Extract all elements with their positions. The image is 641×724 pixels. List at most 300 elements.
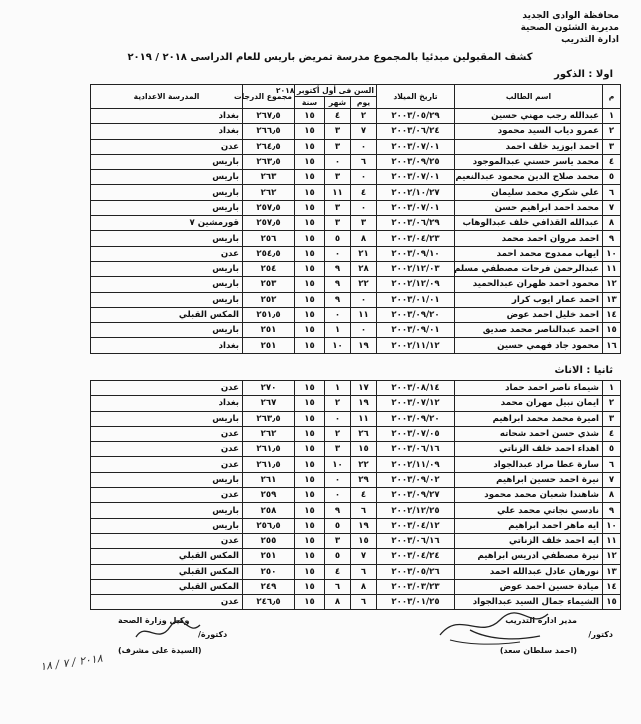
prep-school: باريس [91, 200, 243, 215]
training-director-prefix: دكتور/ [588, 630, 613, 639]
birth-date: ٢٠٠٢/١٢/٠٣ [377, 261, 455, 276]
table-row [91, 457, 621, 472]
row-number: ١٠ [603, 246, 621, 261]
prep-school: عدن [91, 595, 243, 610]
age-years: ١٥ [295, 533, 325, 548]
age-days: ٢٦ [351, 426, 377, 441]
prep-school: عدن [91, 457, 243, 472]
student-name: عبدالله القذافي خلف عبدالوهاب [455, 216, 603, 231]
director-signature [430, 600, 560, 650]
total-score: ٢٥١ [243, 549, 295, 564]
total-score: ٢٥٣ [243, 277, 295, 292]
prep-school: باريس [91, 154, 243, 169]
age-years: ١٥ [295, 381, 325, 396]
age-months: ٣ [325, 124, 351, 139]
student-name: نورهان عادل عبدالله احمد [455, 564, 603, 579]
birth-date: ٢٠٠٣/٠٦/٢٤ [377, 124, 455, 139]
prep-school: عدن [91, 488, 243, 503]
age-days: ٨ [351, 231, 377, 246]
row-number: ٥ [603, 442, 621, 457]
table-row [91, 518, 621, 533]
age-days: ٠ [351, 139, 377, 154]
row-number: ١٤ [603, 307, 621, 322]
age-months: ٠ [325, 488, 351, 503]
age-years: ١٥ [295, 411, 325, 426]
age-months: ١٠ [325, 338, 351, 353]
total-score: ٢٥٨ [243, 503, 295, 518]
col-name: اسم الطالب [455, 85, 603, 109]
row-number: ١٣ [603, 564, 621, 579]
birth-date: ٢٠٠٣/٠٧/٠١ [377, 170, 455, 185]
total-score: ٢٥١٫٥ [243, 307, 295, 322]
age-months: ٠ [325, 246, 351, 261]
age-months: ٤ [325, 109, 351, 124]
age-months: ١٠ [325, 457, 351, 472]
age-years: ١٥ [295, 109, 325, 124]
prep-school: عدن [91, 533, 243, 548]
birth-date: ٢٠٠٣/٠٥/٢٩ [377, 109, 455, 124]
females-heading: ثانيا : الاناث [554, 365, 613, 376]
table-row [91, 246, 621, 261]
prep-school: باريس [91, 292, 243, 307]
col-num: م [603, 85, 621, 109]
row-number: ٦ [603, 457, 621, 472]
age-months: ٢ [325, 426, 351, 441]
birth-date: ٢٠٠٣/٠٩/٢٥ [377, 154, 455, 169]
undersecretary-title: وكيل وزارة الصحة [118, 616, 190, 625]
age-days: ٢١ [351, 246, 377, 261]
birth-date: ٢٠٠٢/١٢/٢٥ [377, 503, 455, 518]
age-years: ١٥ [295, 261, 325, 276]
undersecretary-prefix: دكتورة/ [198, 630, 228, 639]
birth-date: ٢٠٠٣/٠٩/٠٢ [377, 472, 455, 487]
student-name: احمد خليل احمد عوض [455, 307, 603, 322]
birth-date: ٢٠٠٣/٠٣/٢٣ [377, 579, 455, 594]
total-score: ٢٥٠ [243, 564, 295, 579]
age-months: ٩ [325, 261, 351, 276]
prep-school: المكس القبلي [91, 549, 243, 564]
age-years: ١٥ [295, 338, 325, 353]
age-days: ٦ [351, 503, 377, 518]
age-years: ١٥ [295, 323, 325, 338]
student-name: نيرة احمد حسين ابراهيم [455, 472, 603, 487]
prep-school: باريس [91, 170, 243, 185]
table-row [91, 307, 621, 322]
birth-date: ٢٠٠٣/٠٦/١٦ [377, 533, 455, 548]
age-days: ٠ [351, 200, 377, 215]
total-score: ٢٦٣٫٥ [243, 154, 295, 169]
age-years: ١٥ [295, 154, 325, 169]
prep-school: باريس [91, 472, 243, 487]
age-years: ١٥ [295, 170, 325, 185]
student-name: شذي حسن احمد شحاته [455, 426, 603, 441]
prep-school: بغداد [91, 124, 243, 139]
row-number: ٥ [603, 170, 621, 185]
prep-school: المكس القبلي [91, 579, 243, 594]
birth-date: ٢٠٠٣/٠٤/٢٣ [377, 231, 455, 246]
age-years: ١٥ [295, 396, 325, 411]
table-row [91, 533, 621, 548]
student-name: محمود احمد ظهران عبدالحميد [455, 277, 603, 292]
prep-school: المكس القبلي [91, 307, 243, 322]
prep-school: باريس [91, 323, 243, 338]
row-number: ١٤ [603, 579, 621, 594]
row-number: ٢ [603, 124, 621, 139]
prep-school: بغداد [91, 109, 243, 124]
age-months: ٠ [325, 154, 351, 169]
table-row [91, 231, 621, 246]
row-number: ٤ [603, 154, 621, 169]
department-line: ادارة التدريب [561, 35, 619, 45]
males-table [90, 84, 621, 354]
col-age-group: السن فى أول أكتوبر ٢٠١٨ [295, 85, 377, 97]
age-days: ٠ [351, 292, 377, 307]
row-number: ٣ [603, 411, 621, 426]
age-days: ٤ [351, 488, 377, 503]
row-number: ١٢ [603, 549, 621, 564]
age-months: ٦ [325, 579, 351, 594]
authority-header [521, 10, 619, 46]
age-months: ١ [325, 323, 351, 338]
total-score: ٢٤٦٫٥ [243, 595, 295, 610]
table-row [91, 442, 621, 457]
age-months: ٣ [325, 216, 351, 231]
row-number: ١١ [603, 533, 621, 548]
age-months: ٣ [325, 200, 351, 215]
age-years: ١٥ [295, 216, 325, 231]
age-months: ٩ [325, 292, 351, 307]
prep-school: المكس القبلي [91, 564, 243, 579]
birth-date: ٢٠٠٣/٠٥/٢٦ [377, 564, 455, 579]
student-name: احمد عبدالناصر محمد صديق [455, 323, 603, 338]
row-number: ١١ [603, 261, 621, 276]
page-title: كشف المقبولين مبدئيا بالمجموع مدرسة تمريض باريس للعام الدراسى ٢٠١٨ / ٢٠١٩ [127, 52, 533, 63]
training-director-title: مدير ادارة التدريب [505, 616, 577, 625]
age-days: ٣ [351, 216, 377, 231]
row-number: ١٠ [603, 518, 621, 533]
col-dob: تاريخ الميلاد [377, 85, 455, 109]
total-score: ٢٦٣٫٥ [243, 411, 295, 426]
age-days: ١١ [351, 307, 377, 322]
row-number: ٨ [603, 488, 621, 503]
col-age-month: شهر [325, 97, 351, 109]
age-years: ١٥ [295, 231, 325, 246]
table-row [91, 564, 621, 579]
student-name: احمد عمار ايوب كرار [455, 292, 603, 307]
total-score: ٢٦١ [243, 472, 295, 487]
birth-date: ٢٠٠٣/٠٩/٢٠ [377, 307, 455, 322]
prep-school: بغداد [91, 338, 243, 353]
age-months: ٣ [325, 533, 351, 548]
total-score: ٢٥٧٫٥ [243, 200, 295, 215]
birth-date: ٢٠٠٣/٠٧/٠١ [377, 200, 455, 215]
row-number: ٢ [603, 396, 621, 411]
age-days: ١٧ [351, 381, 377, 396]
table-row [91, 185, 621, 200]
col-age-year: سنة [295, 97, 325, 109]
table-row [91, 381, 621, 396]
table-row [91, 472, 621, 487]
table-row [91, 292, 621, 307]
total-score: ٢٤٩ [243, 579, 295, 594]
birth-date: ٢٠٠٣/٠١/٠١ [377, 292, 455, 307]
col-total: مجموع الدرجات [243, 85, 295, 109]
age-years: ١٥ [295, 472, 325, 487]
row-number: ٩ [603, 503, 621, 518]
handwritten-date: ٢٠١٨ / ٧ / ١٨ [39, 651, 104, 674]
student-name: محمد صلاح الدين محمود عبدالنعيم [455, 170, 603, 185]
row-number: ٩ [603, 231, 621, 246]
age-months: ٩ [325, 503, 351, 518]
age-months: ٣ [325, 442, 351, 457]
total-score: ٢٦١٫٥ [243, 442, 295, 457]
age-years: ١٥ [295, 277, 325, 292]
age-days: ١٩ [351, 338, 377, 353]
table-row [91, 170, 621, 185]
birth-date: ٢٠٠٣/٠٩/٢٧ [377, 488, 455, 503]
table-row [91, 503, 621, 518]
row-number: ٨ [603, 216, 621, 231]
age-years: ١٥ [295, 549, 325, 564]
prep-school: بغداد [91, 396, 243, 411]
total-score: ٢٥٧٫٥ [243, 216, 295, 231]
age-years: ١٥ [295, 185, 325, 200]
row-number: ١ [603, 381, 621, 396]
age-days: ٢ [351, 109, 377, 124]
age-years: ١٥ [295, 564, 325, 579]
governorate-line: محافظة الوادى الجديد [522, 11, 619, 21]
age-years: ١٥ [295, 246, 325, 261]
student-name: عبدالرحمن فرحات مصطفي مسلم [455, 261, 603, 276]
total-score: ٢٧٠ [243, 381, 295, 396]
table-row [91, 488, 621, 503]
age-days: ١٩ [351, 518, 377, 533]
table-row [91, 277, 621, 292]
age-months: ٩ [325, 277, 351, 292]
age-months: ٨ [325, 595, 351, 610]
birth-date: ٢٠٠٣/٠٦/٢٩ [377, 216, 455, 231]
student-name: ايه احمد خلف الزناتي [455, 533, 603, 548]
table-row [91, 109, 621, 124]
males-heading: اولا : الذكور [554, 69, 613, 80]
prep-school: باريس [91, 518, 243, 533]
total-score: ٢٦٧٫٥ [243, 109, 295, 124]
age-months: ٠ [325, 472, 351, 487]
age-years: ١٥ [295, 307, 325, 322]
total-score: ٢٥٤ [243, 261, 295, 276]
birth-date: ٢٠٠٣/٠٤/٢٤ [377, 549, 455, 564]
student-name: نيرة مصطفي ادريس ابراهيم [455, 549, 603, 564]
age-months: ٢ [325, 396, 351, 411]
birth-date: ٢٠٠٣/٠٧/٠٥ [377, 426, 455, 441]
birth-date: ٢٠٠٢/١١/١٢ [377, 338, 455, 353]
birth-date: ٢٠٠٣/٠٩/٠١ [377, 323, 455, 338]
age-years: ١٥ [295, 595, 325, 610]
age-months: ٥ [325, 549, 351, 564]
row-number: ١٣ [603, 292, 621, 307]
total-score: ٢٦٣ [243, 170, 295, 185]
row-number: ١٥ [603, 323, 621, 338]
student-name: عمرو دياب السيد محمود [455, 124, 603, 139]
prep-school: قورمشين ٧ [91, 216, 243, 231]
total-score: ٢٦٧ [243, 396, 295, 411]
total-score: ٢٥٤٫٥ [243, 246, 295, 261]
student-name: عبدالله رجب مهني حسين [455, 109, 603, 124]
table-row [91, 426, 621, 441]
student-name: ايه ماهر احمد ابراهيم [455, 518, 603, 533]
age-days: ٢٢ [351, 457, 377, 472]
prep-school: عدن [91, 246, 243, 261]
age-days: ٦ [351, 154, 377, 169]
age-days: ٦ [351, 564, 377, 579]
student-name: ميادة حسين احمد عوض [455, 579, 603, 594]
age-years: ١٥ [295, 503, 325, 518]
prep-school: باريس [91, 231, 243, 246]
table-row [91, 396, 621, 411]
col-age-day: يوم [351, 97, 377, 109]
birth-date: ٢٠٠٣/٠١/٢٥ [377, 595, 455, 610]
table-row [91, 338, 621, 353]
student-name: شيماء ناصر احمد حماد [455, 381, 603, 396]
total-score: ٢٥٢ [243, 292, 295, 307]
age-days: ٢٢ [351, 277, 377, 292]
prep-school: عدن [91, 139, 243, 154]
student-name: اهداء احمد خلف الزناتي [455, 442, 603, 457]
student-name: شاهندا شعبان محمد محمود [455, 488, 603, 503]
student-name: علي شكري محمد سليمان [455, 185, 603, 200]
table-row [91, 139, 621, 154]
age-days: ١٥ [351, 533, 377, 548]
age-years: ١٥ [295, 457, 325, 472]
student-name: نادسي نجاتي محمد علي [455, 503, 603, 518]
age-months: ٥ [325, 231, 351, 246]
age-months: ١ [325, 381, 351, 396]
student-name: احمد مروان احمد محمد [455, 231, 603, 246]
table-row [91, 216, 621, 231]
total-score: ٢٥٦ [243, 231, 295, 246]
row-number: ٧ [603, 200, 621, 215]
total-score: ٢٥٦٫٥ [243, 518, 295, 533]
age-years: ١٥ [295, 518, 325, 533]
row-number: ٧ [603, 472, 621, 487]
total-score: ٢٦٢ [243, 426, 295, 441]
row-number: ٦ [603, 185, 621, 200]
table-row [91, 549, 621, 564]
total-score: ٢٥١ [243, 338, 295, 353]
total-score: ٢٥٥ [243, 533, 295, 548]
age-months: ٣ [325, 170, 351, 185]
table-row [91, 124, 621, 139]
age-days: ٢٨ [351, 261, 377, 276]
row-number: ١٥ [603, 595, 621, 610]
age-days: ٠ [351, 323, 377, 338]
directorate-line: مديرية الشئون الصحية [520, 23, 619, 33]
age-days: ٠ [351, 170, 377, 185]
age-days: ١٥ [351, 442, 377, 457]
age-days: ١١ [351, 411, 377, 426]
row-number: ١ [603, 109, 621, 124]
student-name: محمد ياسر حسني عبدالموجود [455, 154, 603, 169]
birth-date: ٢٠٠٣/٠٧/٠١ [377, 139, 455, 154]
total-score: ٢٥١ [243, 323, 295, 338]
student-name: احمد ابوزيد خلف احمد [455, 139, 603, 154]
undersecretary-name: (السيدة على مشرف) [118, 646, 202, 655]
age-months: ١١ [325, 185, 351, 200]
prep-school: عدن [91, 442, 243, 457]
total-score: ٢٦٦٫٥ [243, 124, 295, 139]
birth-date: ٢٠٠٣/٠٧/١٢ [377, 396, 455, 411]
prep-school: باريس [91, 185, 243, 200]
age-months: ٥ [325, 518, 351, 533]
student-name: سارة عطا مراد عبدالجواد [455, 457, 603, 472]
age-years: ١٥ [295, 426, 325, 441]
age-years: ١٥ [295, 139, 325, 154]
age-years: ١٥ [295, 124, 325, 139]
table-row [91, 579, 621, 594]
total-score: ٢٥٩ [243, 488, 295, 503]
row-number: ٤ [603, 426, 621, 441]
birth-date: ٢٠٠٢/١٠/٢٧ [377, 185, 455, 200]
age-years: ١٥ [295, 292, 325, 307]
birth-date: ٢٠٠٢/١١/٠٩ [377, 457, 455, 472]
total-score: ٢٦١٫٥ [243, 457, 295, 472]
prep-school: باريس [91, 503, 243, 518]
age-days: ٨ [351, 579, 377, 594]
table-row [91, 261, 621, 276]
total-score: ٢٦٤٫٥ [243, 139, 295, 154]
age-years: ١٥ [295, 579, 325, 594]
age-years: ١٥ [295, 488, 325, 503]
birth-date: ٢٠٠٣/٠٤/١٢ [377, 518, 455, 533]
student-name: ايمان نبيل مهران محمد [455, 396, 603, 411]
age-days: ٦ [351, 595, 377, 610]
total-score: ٢٦٢ [243, 185, 295, 200]
females-table [90, 380, 621, 610]
row-number: ٣ [603, 139, 621, 154]
age-days: ٢٩ [351, 472, 377, 487]
age-days: ٤ [351, 185, 377, 200]
student-name: الشيماء جمال السيد عبدالجواد [455, 595, 603, 610]
birth-date: ٢٠٠٣/٠٩/١٠ [377, 246, 455, 261]
birth-date: ٢٠٠٣/٠٩/٢٠ [377, 411, 455, 426]
row-number: ١٢ [603, 277, 621, 292]
age-days: ٧ [351, 124, 377, 139]
table-row [91, 411, 621, 426]
student-name: محمد احمد ابراهيم حسن [455, 200, 603, 215]
student-name: ايهاب ممدوح محمد احمد [455, 246, 603, 261]
table-row [91, 323, 621, 338]
birth-date: ٢٠٠٣/٠٦/١٦ [377, 442, 455, 457]
age-months: ٠ [325, 307, 351, 322]
age-months: ٠ [325, 411, 351, 426]
age-months: ٣ [325, 139, 351, 154]
table-row [91, 154, 621, 169]
age-years: ١٥ [295, 442, 325, 457]
birth-date: ٢٠٠٣/٠٨/١٤ [377, 381, 455, 396]
table-row [91, 200, 621, 215]
age-months: ٤ [325, 564, 351, 579]
row-number: ١٦ [603, 338, 621, 353]
undersecretary-signature [128, 615, 208, 650]
prep-school: باريس [91, 277, 243, 292]
prep-school: عدن [91, 381, 243, 396]
prep-school: عدن [91, 426, 243, 441]
prep-school: باريس [91, 411, 243, 426]
training-director-name: (احمد سلطان سعد) [499, 646, 577, 655]
age-years: ١٥ [295, 200, 325, 215]
prep-school: باريس [91, 261, 243, 276]
age-days: ٧ [351, 549, 377, 564]
